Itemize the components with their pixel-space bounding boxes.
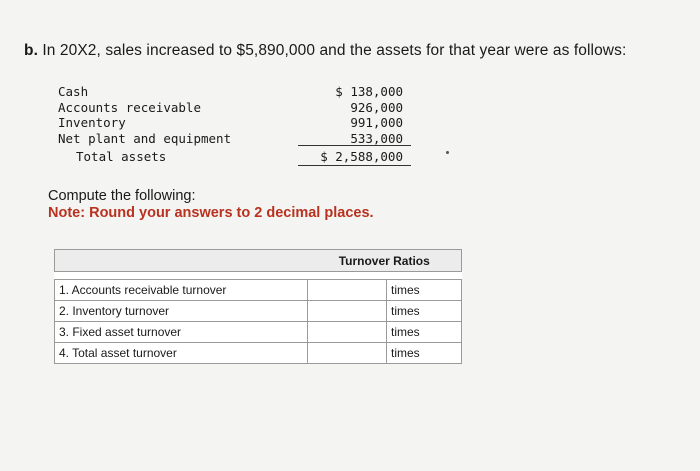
row-label: 1. Accounts receivable turnover [55, 280, 308, 301]
asset-value: 533,000 [350, 130, 403, 146]
compute-text: Compute the following: [48, 188, 196, 204]
spacer-cell [308, 272, 387, 280]
ar-turnover-input[interactable] [308, 281, 386, 299]
table-row [55, 280, 462, 301]
spacer-cell [55, 272, 308, 280]
note-text [48, 205, 374, 222]
dot-mark [446, 151, 449, 154]
asset-label: Accounts receivable [58, 99, 201, 115]
header-turnover-ratios: Turnover Ratios [308, 250, 462, 272]
table-header-row [55, 250, 462, 272]
row-unit: times [387, 301, 462, 322]
instructions [48, 188, 374, 222]
subtotal-rule [298, 145, 411, 146]
table-row [55, 343, 462, 364]
asset-value: $ 138,000 [335, 84, 403, 99]
row-label: 2. Inventory turnover [55, 301, 308, 322]
inventory-turnover-input[interactable] [308, 302, 386, 320]
asset-label: Inventory [58, 115, 126, 130]
note-body: Round your answers to 2 decimal places. [85, 205, 374, 221]
asset-value: 926,000 [350, 99, 403, 115]
asset-value: 991,000 [350, 115, 403, 130]
row-label: 4. Total asset turnover [55, 343, 308, 364]
row-unit: times [387, 343, 462, 364]
row-unit: times [387, 280, 462, 301]
answer-cell [308, 343, 387, 364]
note-label: Note: [48, 205, 86, 221]
answer-cell [308, 301, 387, 322]
fixed-asset-turnover-input[interactable] [308, 323, 386, 341]
question-text [24, 42, 626, 60]
question-body: In 20X2, sales increased to $5,890,000 and the assets for that year were as follows: [37, 42, 627, 59]
row-unit: times [387, 322, 462, 343]
table-row [55, 301, 462, 322]
question-prefix: b. [24, 42, 38, 59]
answer-cell [308, 322, 387, 343]
total-rule [298, 165, 411, 166]
total-label: Total assets [76, 149, 167, 164]
total-asset-turnover-input[interactable] [308, 344, 386, 362]
table-row [55, 322, 462, 343]
spacer-cell [387, 272, 462, 280]
total-value: $ 2,588,000 [320, 149, 403, 164]
row-label: 3. Fixed asset turnover [55, 322, 308, 343]
asset-label: Net plant and equipment [58, 130, 232, 146]
answer-cell [308, 280, 387, 301]
asset-label: Cash [58, 84, 89, 99]
turnover-ratios-table [54, 249, 462, 364]
header-empty-cell [55, 250, 308, 272]
spacer-row [55, 272, 462, 280]
